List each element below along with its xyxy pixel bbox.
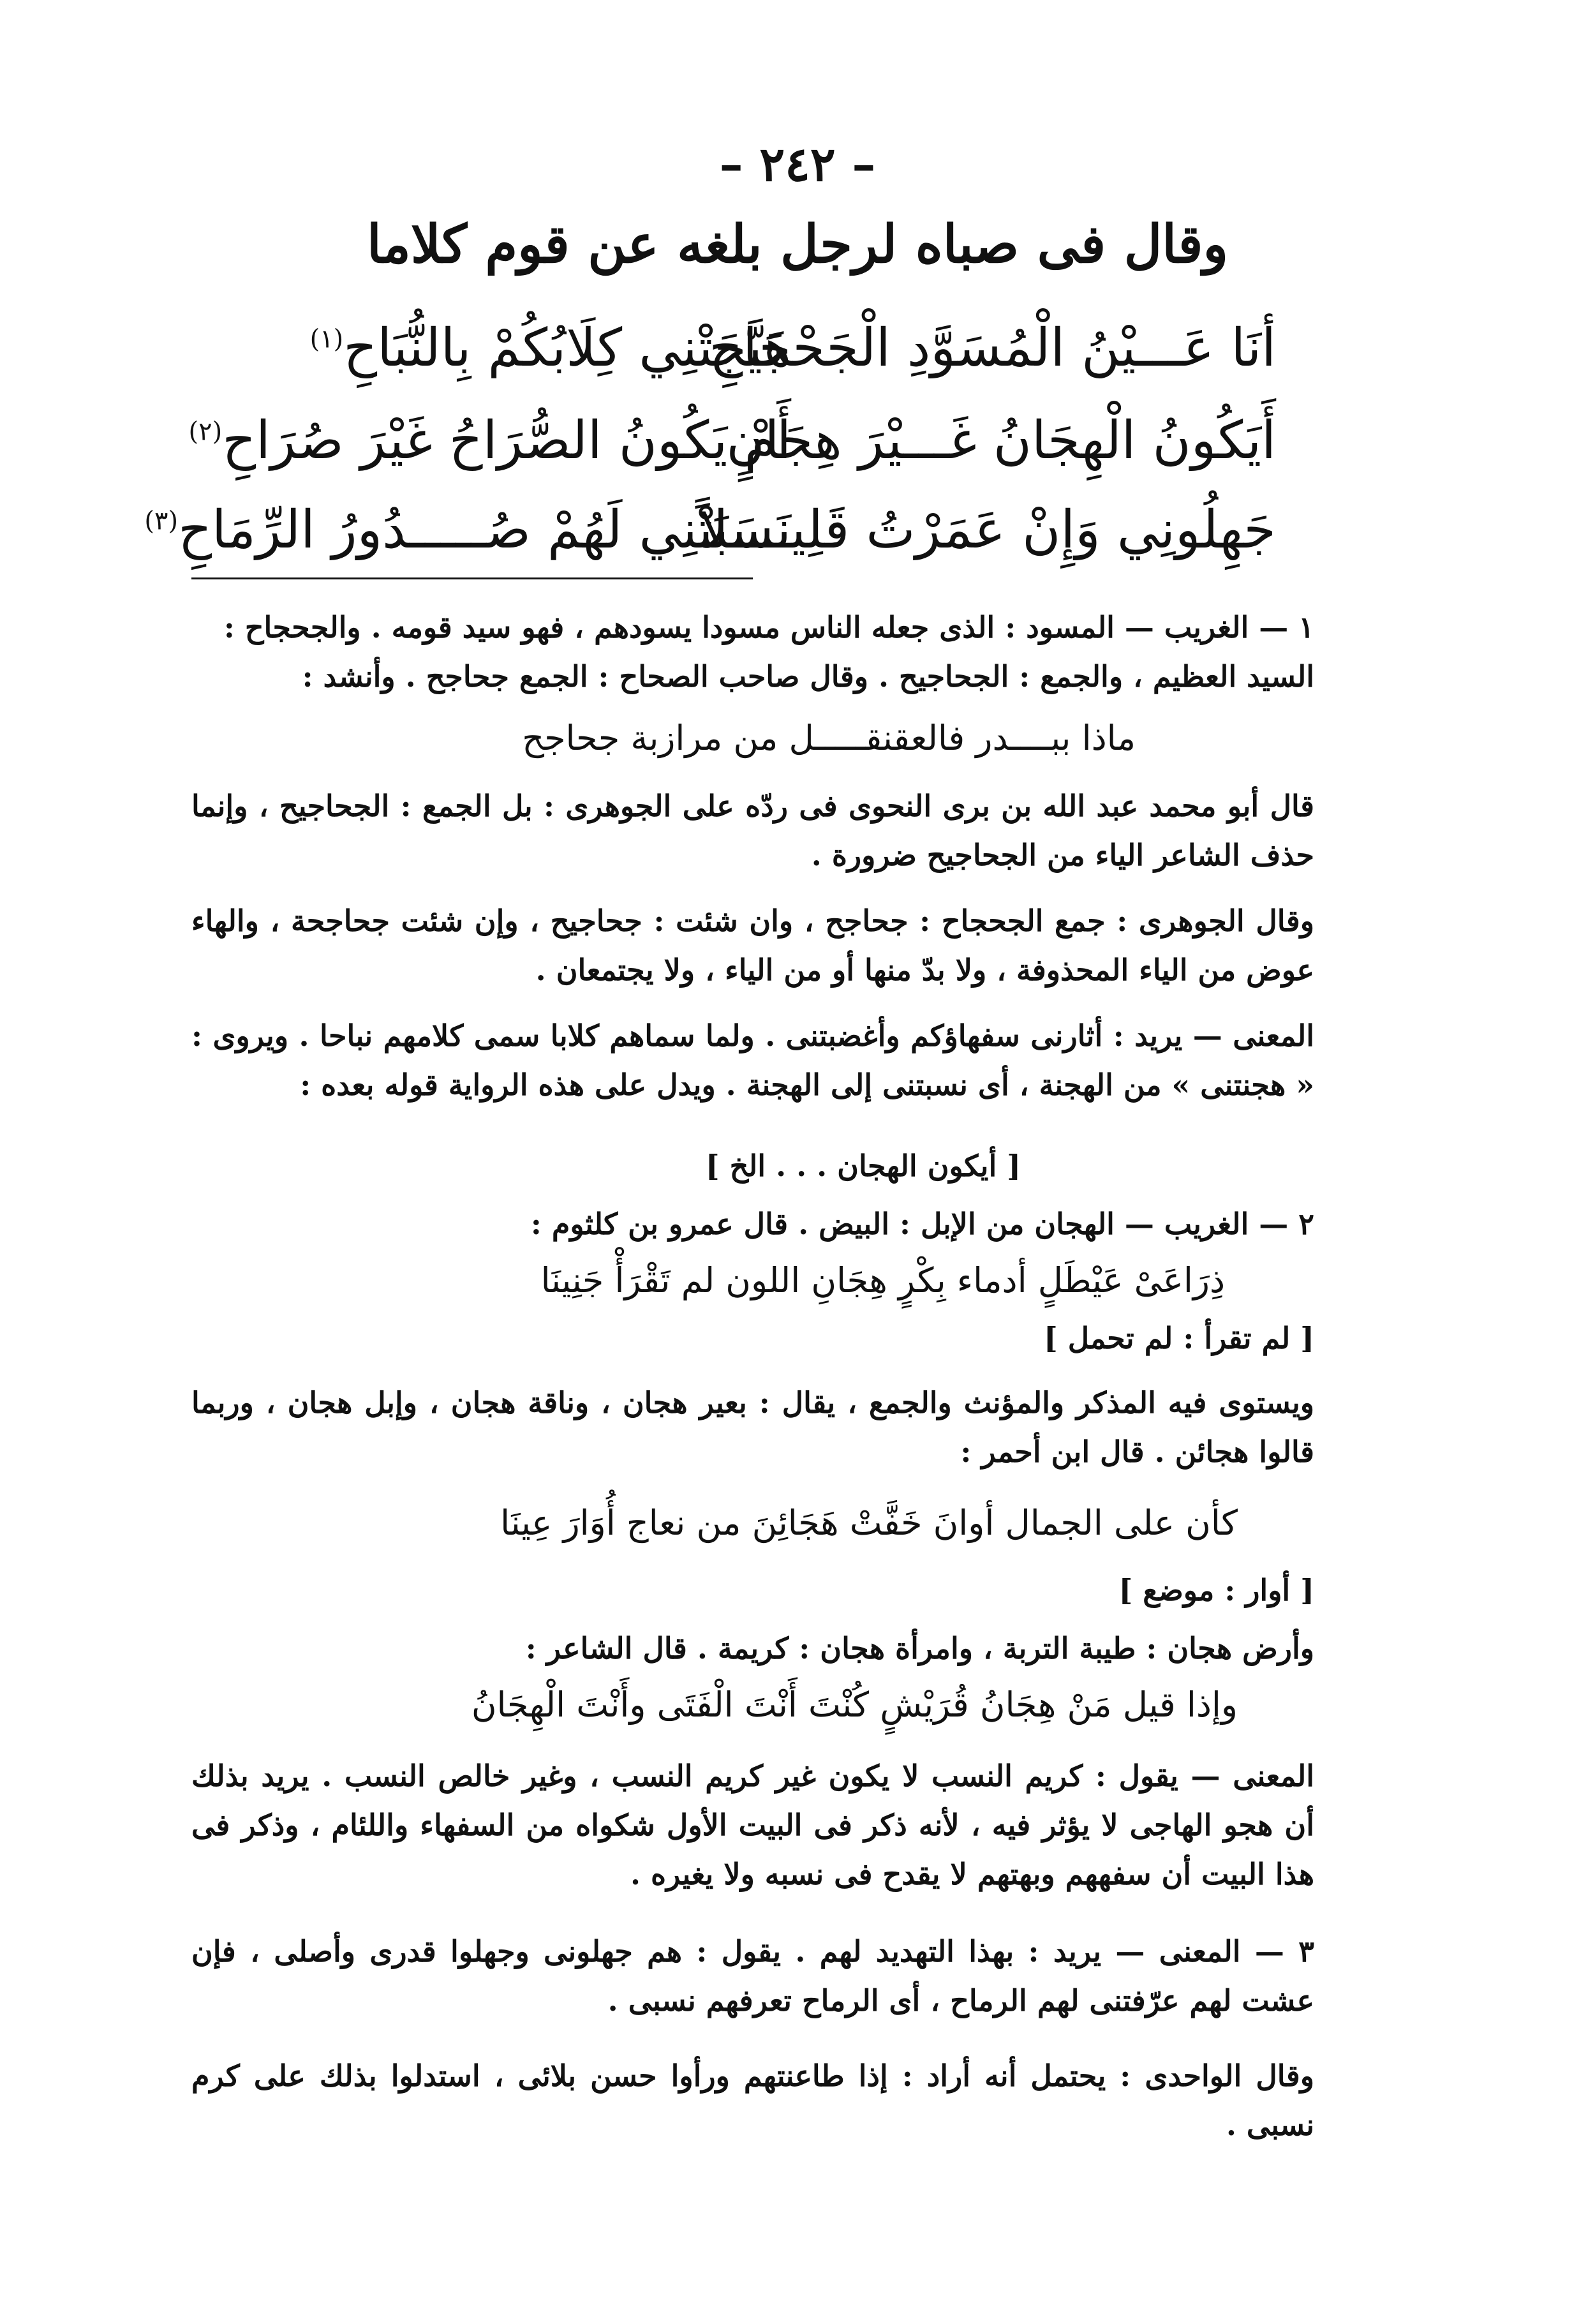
note-2-quoted-verse-2: كأن على الجمال أوانَ خَفَّتْ هَجَائِنَ من نعاج أُوَارَ عِينَا <box>500 1503 1238 1543</box>
note-3-wahidi: وقال الواحدى : يحتمل أنه أراد : إذا طاعنتهم ورأوا حسن بلائى ، استدلوا بذلك على كرم نسبى . <box>191 2059 1314 2142</box>
page-number: – ٢٤٢ – <box>719 137 876 192</box>
poem-heading: وقال فى صباه لرجل بلغه عن قوم كلاما <box>366 214 1229 275</box>
note-2-bracket-1: [ لم تقرأ : لم تحمل ] <box>1043 1321 1314 1355</box>
note-2-paragraph-2: ويستوى فيه المذكر والمؤنث والجمع ، يقال : بعير هجان ، وناقة هجان ، وإبل هجان ، وربما قالوا هجائن . قال ابن أحمر : <box>191 1385 1314 1469</box>
verse-1-second-hemistich <box>309 318 791 378</box>
note-1-paragraph-2: قال أبو محمد عبد الله بن برى النحوى فى ردّه على الجوهرى : بل الجمع : الجحاجيح ، وإنما حذف الشاعر الياء من الجحاجيح ضرورة . <box>191 789 1314 872</box>
note-2-paragraph-3: وأرض هجان : طيبة التربة ، وامرأة هجان : كريمة . قال الشاعر : <box>525 1631 1314 1665</box>
footnote-ref-3: (٣) <box>144 506 179 536</box>
verse-1-first-hemistich: أنَا عَـــيْنُ الْمُسَوَّدِ الْجَحْجَاحِ <box>709 318 1276 378</box>
note-2-meaning: المعنى — يقول : كريم النسب لا يكون غير كريم النسب ، وغير خالص النسب . يريد بذلك أن هجو الهاجى لا يؤثر فيه ، لأنه ذكر فى البيت الأول شكواه من السفهاء واللئام ، وذكر فى هذا البيت أن سفههم وبهتهم لا يقدح فى نسبه ولا يغيره . <box>191 1759 1314 1891</box>
note-1-line-1: ١ — الغريب — المسود : الذى جعله الناس مسودا يسودهم ، فهو سيد قومه . والجحجاح : <box>223 610 1314 644</box>
footnote-ref-2: (٢) <box>188 417 223 447</box>
note-2-quoted-verse-1: ذِرَاعَىْ عَيْطَلٍ أدماء بِكْرٍ هِجَانِ اللون لم تَقْرَأْ جَنِينَا <box>540 1260 1225 1300</box>
verse-2-second-text: أَمْ يَكُونُ الصُّرَاحُ غَيْرَ صُرَاحِ <box>222 410 791 471</box>
verse-2-second-hemistich <box>188 410 792 471</box>
note-3-meaning: ٣ — المعنى — يريد : بهذا التهديد لهم . يقول : هم جهلونى وجهلوا قدرى وأصلى ، فإن عشت لهم عرّفتنى لهم الرماح ، أى الرماح تعرفهم نسبى . <box>191 1934 1314 2018</box>
verse-3-first-hemistich: جَهِلُونِي وَإِنْ عَمَرْتُ قَلِيــــلاً <box>699 500 1276 560</box>
note-1-line-2: السيد العظيم ، والجمع : الجحاجيح . وقال صاحب الصحاح : الجمع جحاجح . وأنشد : <box>302 659 1314 694</box>
verse-3-second-hemistich <box>144 500 791 560</box>
note-2-quoted-verse-3: وإذا قيل مَنْ هِجَانُ قُرَيْشٍ كُنْتَ أَنْتَ الْفَتَى وأَنْتَ الْهِجَانُ <box>471 1685 1238 1725</box>
note-1-meaning: المعنى — يريد : أثارنى سفهاؤكم وأغضبتنى . ولما سماهم كلابا سمى كلامهم نباحا . ويروى : « هجنتنى » من الهجنة ، أى نسبتنى إلى الهجنة . ويدل على هذه الرواية قوله بعده : <box>191 1018 1314 1102</box>
note-1-bracket: [ أيكون الهجان . . . الخ ] <box>705 1149 1021 1183</box>
footnote-divider <box>191 577 753 579</box>
note-1-paragraph-3: وقال الجوهرى : جمع الجحجاح : جحاجح ، وان شئت : جحاجيح ، وإن شئت جحاجحة ، والهاء عوض من الياء المحذوفة ، ولا بدّ منها أو من الياء ، ولا يجتمعان . <box>191 904 1314 987</box>
note-1-quoted-verse: ماذا ببــــدر فالعقنقـــــل من مرازبة جحاجح <box>522 718 1136 758</box>
note-2-line-1: ٢ — الغريب — الهجان من الإبل : البيض . قال عمرو بن كلثوم : <box>530 1207 1314 1241</box>
verse-1-second-text: هَيَّجَتْنِي كِلَابُكُمْ بِالنُّبَاحِ <box>343 318 791 378</box>
verse-2-first-hemistich: أَيَكُونُ الْهِجَانُ غَـــيْرَ هِجَانٍ <box>726 410 1276 471</box>
verse-3-second-text: نَسَبَتْنِي لَهُمْ صُـــــدُورُ الرِّمَاحِ <box>178 500 791 560</box>
footnote-ref-1: (١) <box>309 324 344 354</box>
note-2-bracket-2: [ أوار : موضع ] <box>1118 1573 1314 1607</box>
